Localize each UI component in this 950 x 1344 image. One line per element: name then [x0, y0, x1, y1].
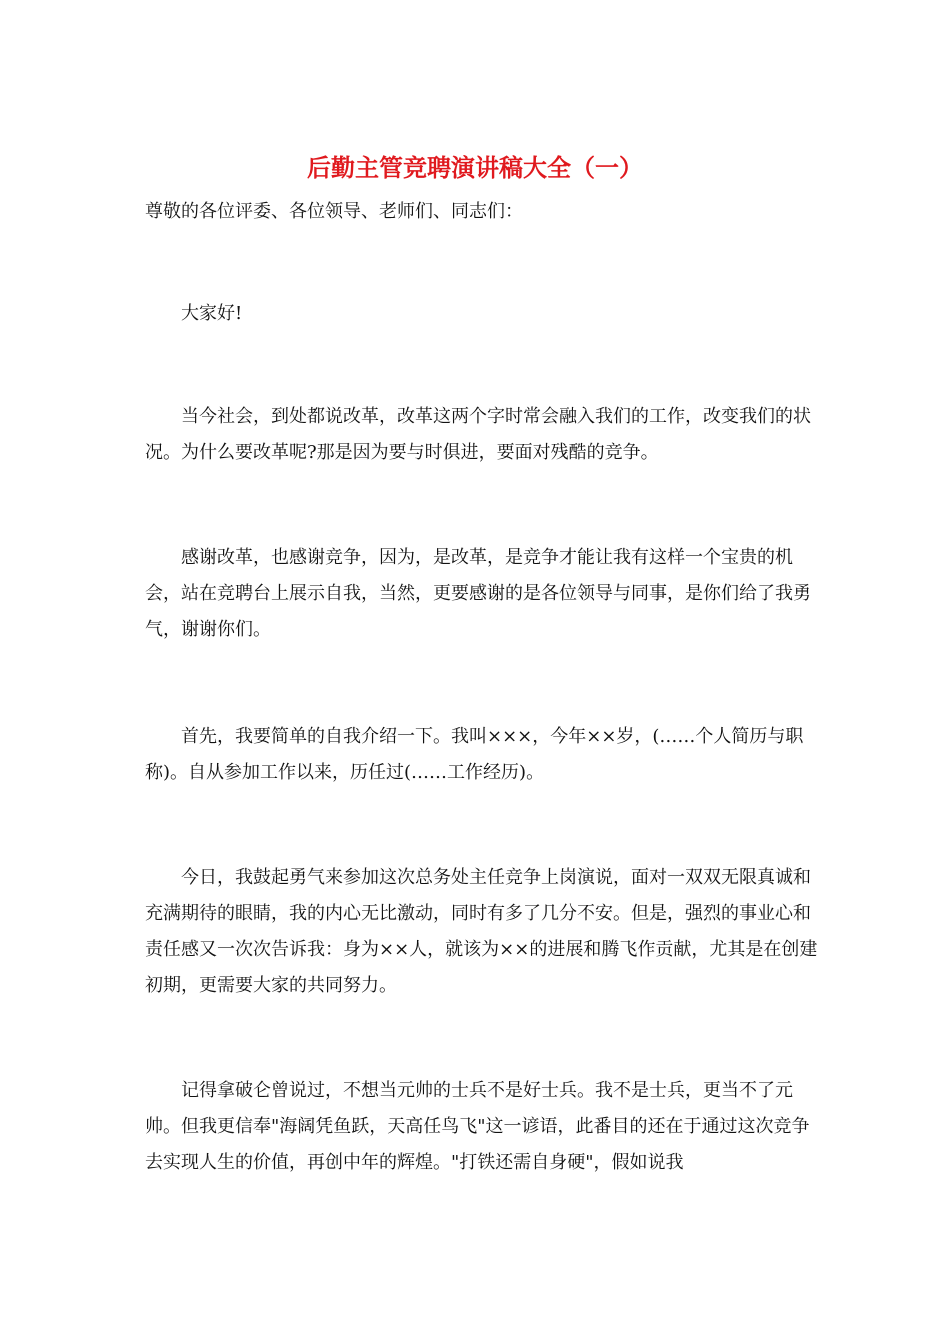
paragraph-greeting: 大家好! [181, 303, 243, 324]
document-title: 后勤主管竞聘演讲稿大全（一） [307, 153, 643, 182]
paragraph-napoleon: 记得拿破仑曾说过，不想当元帅的士兵不是好士兵。我不是士兵，更当不了元帅。但我更信奉"海阔凭鱼跃，天高任鸟飞"这一谚语，此番目的还在于通过这次竞争去实现人生的价值，再创中年的辉煌。"打铁还需自身硬"，假如说我 [145, 1080, 810, 1173]
salutation: 尊敬的各位评委、各位领导、老师们、同志们： [145, 201, 523, 222]
paragraph-reform: 当今社会，到处都说改革，改革这两个字时常会融入我们的工作，改变我们的状况。为什么要改革呢?那是因为要与时俱进，要面对残酷的竞争。 [145, 406, 811, 463]
paragraph-thanks: 感谢改革，也感谢竞争，因为，是改革，是竞争才能让我有这样一个宝贵的机会，站在竞聘台上展示自我，当然，更要感谢的是各位领导与同事，是你们给了我勇气，谢谢你们。 [145, 547, 811, 640]
paragraph-self-intro: 首先，我要简单的自我介绍一下。我叫×××，今年××岁，(……个人简历与职称)。自从参加工作以来，历任过(……工作经历)。 [145, 726, 804, 783]
paragraph-motivation: 今日，我鼓起勇气来参加这次总务处主任竞争上岗演说，面对一双双无限真诚和充满期待的眼睛，我的内心无比激动，同时有多了几分不安。但是，强烈的事业心和责任感又一次次告诉我：身为××人，就该为××的进展和腾飞作贡献，尤其是在创建初期，更需要大家的共同努力。 [145, 867, 818, 996]
